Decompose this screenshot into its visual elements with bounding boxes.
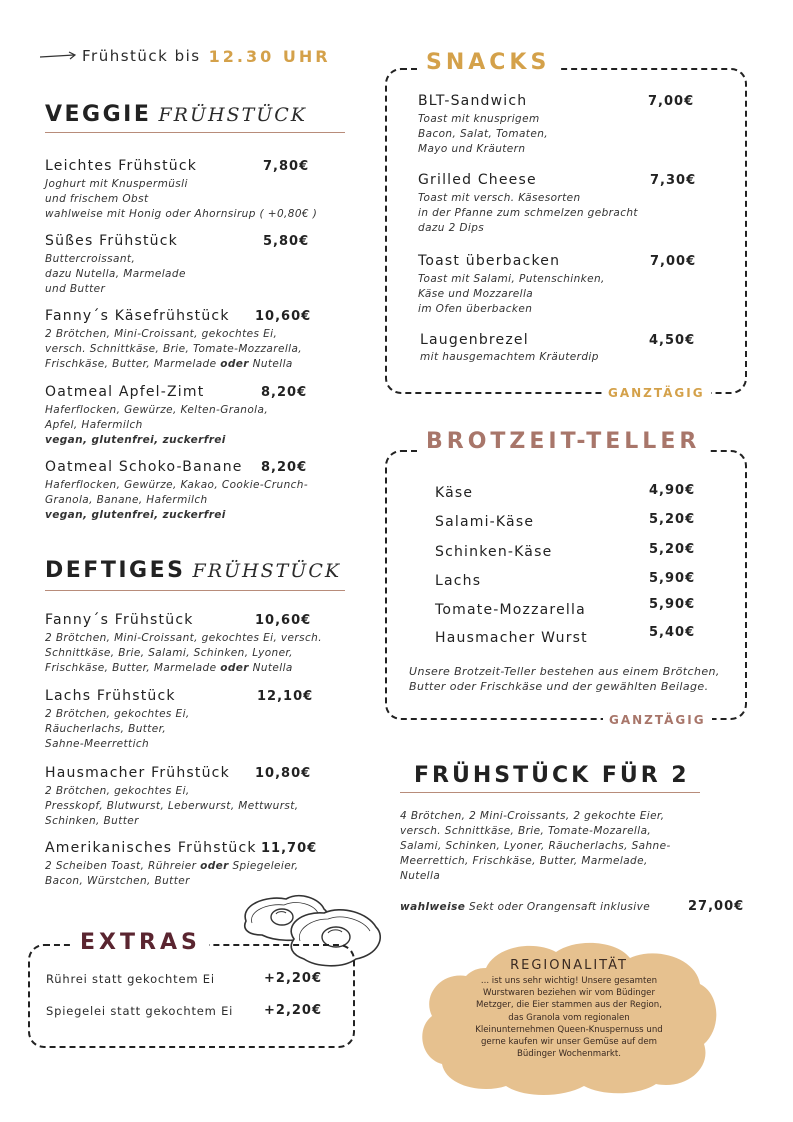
extras-box <box>28 944 355 1048</box>
item-name: Oatmeal Apfel-Zimt <box>45 384 205 400</box>
item-name: Süßes Frühstück <box>45 233 178 249</box>
item-price: 7,00€ <box>650 254 697 269</box>
brotzeit-row <box>435 570 705 599</box>
item-desc-line: Schinken, Butter <box>45 815 139 827</box>
extras-item <box>46 972 336 986</box>
item-desc-line: wahlweise mit Honig oder Ahornsirup ( +0,80€ ) <box>45 208 318 220</box>
hours-line <box>40 46 331 66</box>
item-price: 4,90€ <box>649 483 696 498</box>
item-name: Lachs Frühstück <box>45 688 176 704</box>
item-price: 5,40€ <box>649 625 696 640</box>
snacks-item <box>418 93 718 157</box>
item-desc-line: 4 Brötchen, 2 Mini-Croissants, 2 gekochte Eier, <box>400 810 665 822</box>
item-price: 4,50€ <box>649 333 696 348</box>
item-desc-line: dazu 2 Dips <box>418 222 485 234</box>
item-price: 7,00€ <box>648 94 695 109</box>
item-desc-line: Nutella <box>400 870 441 882</box>
item-desc-line: versch. Schnittkäse, Brie, Tomate-Mozarella, <box>400 825 652 837</box>
hours-text: Frühstück bis <box>82 47 201 65</box>
fuer2-extra-text: Sekt oder Orangensaft inklusive <box>469 901 651 913</box>
item-desc-line: vegan, glutenfrei, zuckerfrei <box>45 509 226 521</box>
veggie-divider <box>45 132 345 133</box>
item-desc-line: Toast mit knusprigem <box>418 113 540 125</box>
item-price: +2,20€ <box>264 1003 323 1018</box>
item-desc-line: Presskopf, Blutwurst, Leberwurst, Mettwurst, <box>45 800 299 812</box>
deftig-item <box>45 840 365 889</box>
arrow-right-icon <box>40 51 78 61</box>
item-desc-line: mit hausgemachtem Kräuterdip <box>420 351 599 363</box>
extras-item <box>46 1004 336 1018</box>
item-desc-line: Schnittkäse, Brie, Salami, Schinken, Lyoner, <box>45 647 293 659</box>
brotzeit-list <box>435 482 705 655</box>
regional-title: REGIONALITÄT <box>510 958 628 973</box>
item-name: Grilled Cheese <box>418 172 537 188</box>
deftig-item <box>45 612 365 676</box>
extras-title: EXTRAS <box>72 930 209 955</box>
deftig-title: DEFTIGES <box>45 558 186 583</box>
item-desc-line: Buttercroissant, <box>45 253 136 265</box>
fuer2-divider <box>400 792 700 793</box>
deftig-subtitle: FRÜHSTÜCK <box>192 560 342 582</box>
item-name: Spiegelei statt gekochtem Ei <box>46 1004 234 1018</box>
deftig-heading <box>45 558 341 583</box>
item-desc-line: Apfel, Hafermilch <box>45 419 143 431</box>
regional-line: das Granola vom regionalen <box>508 1012 630 1023</box>
item-desc-line: dazu Nutella, Marmelade <box>45 268 186 280</box>
item-price: 10,80€ <box>255 766 312 781</box>
veggie-heading <box>45 102 307 127</box>
deftig-item <box>45 765 365 829</box>
item-desc-line: in der Pfanne zum schmelzen gebracht <box>418 207 638 219</box>
item-price: 5,20€ <box>649 512 696 527</box>
item-name: Lachs <box>435 573 482 589</box>
item-name: Käse <box>435 485 474 501</box>
item-name: Hausmacher Frühstück <box>45 765 230 781</box>
item-price: 10,60€ <box>255 309 312 324</box>
fuer2-extra-bold: wahlweise <box>400 901 466 913</box>
item-desc-line: Käse und Mozzarella <box>418 288 534 300</box>
item-desc-line: und frischem Obst <box>45 193 149 205</box>
veggie-subtitle: FRÜHSTÜCK <box>158 104 307 126</box>
item-price: 5,80€ <box>263 234 310 249</box>
note-line: Butter oder Frischkäse und der gewählten Beilage. <box>409 680 709 693</box>
item-desc-line: 2 Brötchen, Mini-Croissant, gekochtes Ei, <box>45 328 278 340</box>
item-name: Schinken-Käse <box>435 544 553 560</box>
deftig-item <box>45 688 365 752</box>
item-desc-line: Frischkäse, Butter, Marmelade oder Nutella <box>45 358 293 370</box>
item-name: Toast überbacken <box>418 253 561 269</box>
item-desc-line: Mayo und Kräutern <box>418 143 526 155</box>
item-name: Fanny´s Frühstück <box>45 612 194 628</box>
item-desc-line: Bacon, Würstchen, Butter <box>45 875 190 887</box>
brotzeit-row <box>435 511 705 541</box>
item-price: 8,20€ <box>261 385 308 400</box>
item-name: Laugenbrezel <box>420 332 529 348</box>
item-desc-line: Bacon, Salat, Tomaten, <box>418 128 548 140</box>
regional-line: gerne kaufen wir unser Gemüse auf dem <box>480 1037 658 1048</box>
regional-line: Kleinunternehmen Queen-Knuspernuss und <box>475 1024 663 1035</box>
item-desc-line: Meerrettich, Frischkäse, Butter, Marmelade, <box>400 855 648 867</box>
item-name: Oatmeal Schoko-Banane <box>45 459 243 475</box>
item-desc-line: Haferflocken, Gewürze, Kelten-Granola, <box>45 404 269 416</box>
item-desc-line: Toast mit versch. Käsesorten <box>418 192 581 204</box>
item-desc-line: Salami, Schinken, Lyoner, Räucherlachs, Sahne- <box>400 840 671 852</box>
veggie-title: VEGGIE <box>45 102 152 127</box>
item-desc-line: Räucherlachs, Butter, <box>45 723 167 735</box>
item-price: 10,60€ <box>255 613 312 628</box>
brotzeit-row <box>435 599 705 627</box>
item-desc-line: 2 Scheiben Toast, Rühreier oder Spiegeleier, <box>45 860 299 872</box>
item-price: 11,70€ <box>261 841 318 856</box>
item-price: 5,90€ <box>649 571 696 586</box>
veggie-item <box>45 459 365 523</box>
snacks-tag: GANZTÄGIG <box>602 386 711 400</box>
regional-text-block <box>446 958 692 1060</box>
snacks-title: SNACKS <box>418 50 558 75</box>
fuer2-price: 27,00€ <box>688 899 745 914</box>
item-name: Fanny´s Käsefrühstück <box>45 308 230 324</box>
snacks-item <box>418 253 718 317</box>
item-price: 7,30€ <box>650 173 697 188</box>
hours-time: 12.30 UHR <box>208 46 331 66</box>
item-name: Salami-Käse <box>435 514 535 530</box>
item-price: 8,20€ <box>261 460 308 475</box>
item-desc-line: im Ofen überbacken <box>418 303 533 315</box>
item-desc-line: Frischkäse, Butter, Marmelade oder Nutella <box>45 662 293 674</box>
item-desc-line: versch. Schnittkäse, Brie, Tomate-Mozzarella, <box>45 343 303 355</box>
brotzeit-row <box>435 482 705 511</box>
item-price: +2,20€ <box>264 971 323 986</box>
item-price: 5,90€ <box>649 597 696 612</box>
item-price: 5,20€ <box>649 542 696 557</box>
regional-line: ... ist uns sehr wichtig! Unsere gesamten <box>480 976 658 986</box>
regional-line: Metzger, die Eier stammen aus der Region, <box>476 1000 662 1011</box>
veggie-item <box>45 233 365 297</box>
brotzeit-tag: GANZTÄGIG <box>603 713 712 727</box>
item-desc-line: 2 Brötchen, gekochtes Ei, <box>45 785 190 797</box>
item-desc-line: vegan, glutenfrei, zuckerfrei <box>45 434 226 446</box>
item-name: BLT-Sandwich <box>418 93 528 109</box>
item-desc-line: und Butter <box>45 283 106 295</box>
brotzeit-title: BROTZEIT-TELLER <box>418 429 708 454</box>
item-desc-line: Haferflocken, Gewürze, Kakao, Cookie-Crunch- <box>45 479 309 491</box>
item-desc-line: 2 Brötchen, Mini-Croissant, gekochtes Ei, versch. <box>45 632 322 644</box>
item-name: Tomate-Mozzarella <box>435 602 586 618</box>
item-desc-line: Toast mit Salami, Putenschinken, <box>418 273 605 285</box>
item-name: Leichtes Frühstück <box>45 158 198 174</box>
item-desc-line: Sahne-Meerrettich <box>45 738 150 750</box>
brotzeit-row <box>435 541 705 570</box>
regional-line: Büdinger Wochenmarkt. <box>516 1049 622 1060</box>
item-desc-line: Joghurt mit Knuspermüsli <box>45 178 188 190</box>
snacks-item <box>418 172 718 236</box>
fuer2-desc <box>400 809 720 884</box>
fuer2-extra <box>400 900 650 915</box>
veggie-item <box>45 384 365 448</box>
brotzeit-row <box>435 627 705 655</box>
fuer2-title: FRÜHSTÜCK FÜR 2 <box>414 763 690 788</box>
item-price: 12,10€ <box>257 689 314 704</box>
item-desc-line: 2 Brötchen, gekochtes Ei, <box>45 708 190 720</box>
brotzeit-note <box>409 664 749 694</box>
veggie-item <box>45 308 365 372</box>
item-desc-line: Granola, Banane, Hafermilch <box>45 494 208 506</box>
snacks-item <box>420 332 720 365</box>
item-name: Hausmacher Wurst <box>435 630 588 646</box>
item-price: 7,80€ <box>263 159 310 174</box>
item-name: Rührei statt gekochtem Ei <box>46 972 215 986</box>
note-line: Unsere Brotzeit-Teller bestehen aus einem Brötchen, <box>409 665 720 678</box>
veggie-item <box>45 158 365 222</box>
item-name: Amerikanisches Frühstück <box>45 840 257 856</box>
regional-line: Wurstwaren beziehen wir vom Büdinger <box>483 988 655 999</box>
deftig-divider <box>45 590 345 591</box>
